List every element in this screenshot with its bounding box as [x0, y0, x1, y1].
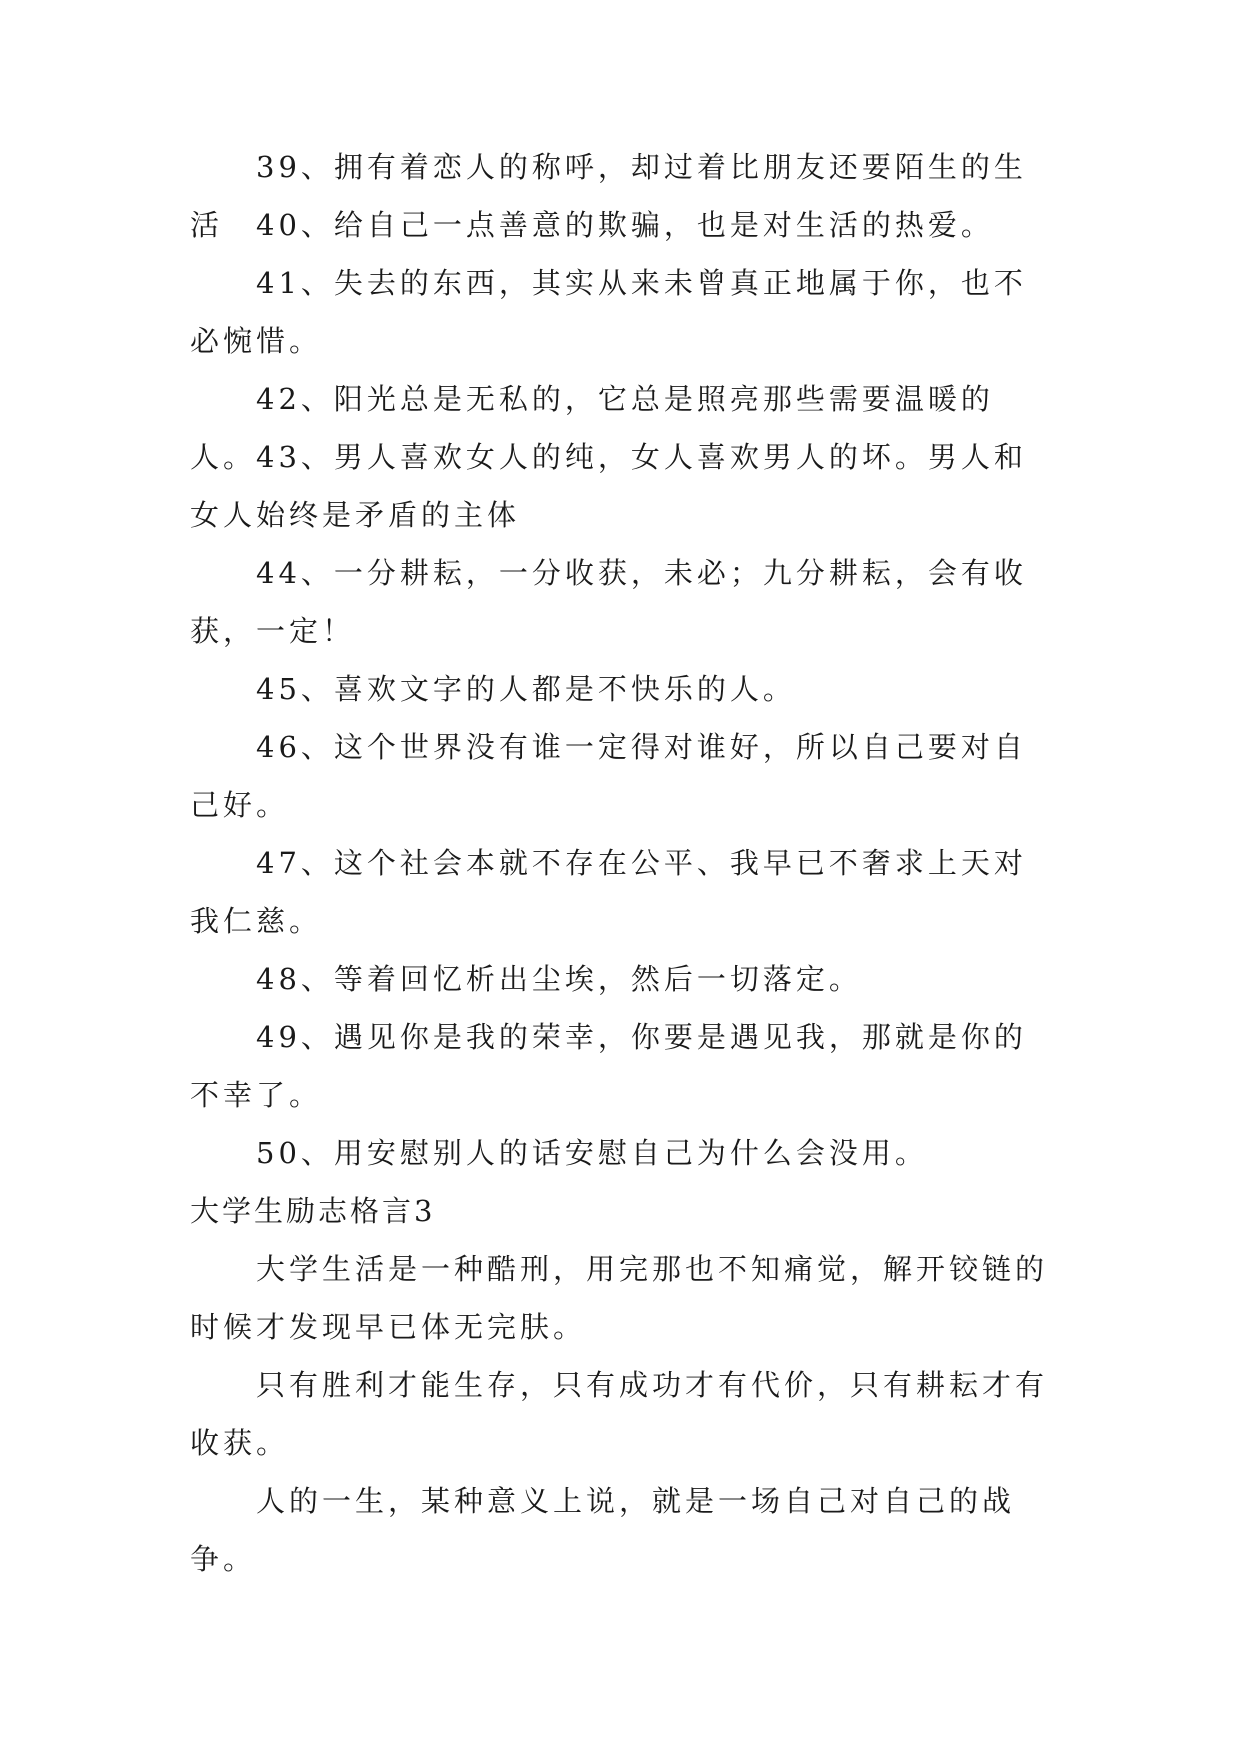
paragraph-item-48: 48、等着回忆析出尘埃，然后一切落定。: [256, 962, 862, 996]
paragraph-item-43: 43、男人喜欢女人的纯，女人喜欢男人的坏。男人和女人始终是矛盾的主体: [190, 440, 1027, 532]
paragraph-item-motto-2: 只有胜利才能生存，只有成功才有代价，只有耕耘才有收获。: [190, 1368, 1049, 1460]
paragraph-item-50: 50、用安慰别人的话安慰自己为什么会没用。: [256, 1136, 928, 1170]
paragraph-item-47: 47、这个社会本就不存在公平、我早已不奢求上天对我仁慈。: [190, 846, 1027, 938]
paragraph-item-39: 39、拥有着恋人的称呼，却过着比朋友还要陌生的生活: [190, 150, 1027, 242]
paragraph-item-45: 45、喜欢文字的人都是不快乐的人。: [256, 672, 796, 706]
paragraph-item-motto-3: 人的一生，某种意义上说，就是一场自己对自己的战争。: [190, 1484, 1016, 1576]
paragraph-item-motto-1: 大学生活是一种酷刑，用完那也不知痛觉，解开铰链的时候才发现早已体无完肤。: [190, 1252, 1049, 1344]
paragraph-item-40: 40、给自己一点善意的欺骗，也是对生活的热爱。: [256, 208, 994, 242]
paragraph-item-44: 44、一分耕耘，一分收获，未必；九分耕耘，会有收获，一定！: [190, 556, 1027, 648]
paragraph-item-41: 41、失去的东西，其实从来未曾真正地属于你，也不必惋惜。: [190, 266, 1027, 358]
paragraph-item-42: 42、阳光总是无私的，它总是照亮那些需要温暖的人。: [190, 382, 994, 474]
section-heading: 大学生励志格言3: [190, 1194, 436, 1228]
paragraph-item-49: 49、遇见你是我的荣幸，你要是遇见我，那就是你的不幸了。: [190, 1020, 1027, 1112]
paragraph-item-46: 46、这个世界没有谁一定得对谁好，所以自己要对自己好。: [190, 730, 1027, 822]
